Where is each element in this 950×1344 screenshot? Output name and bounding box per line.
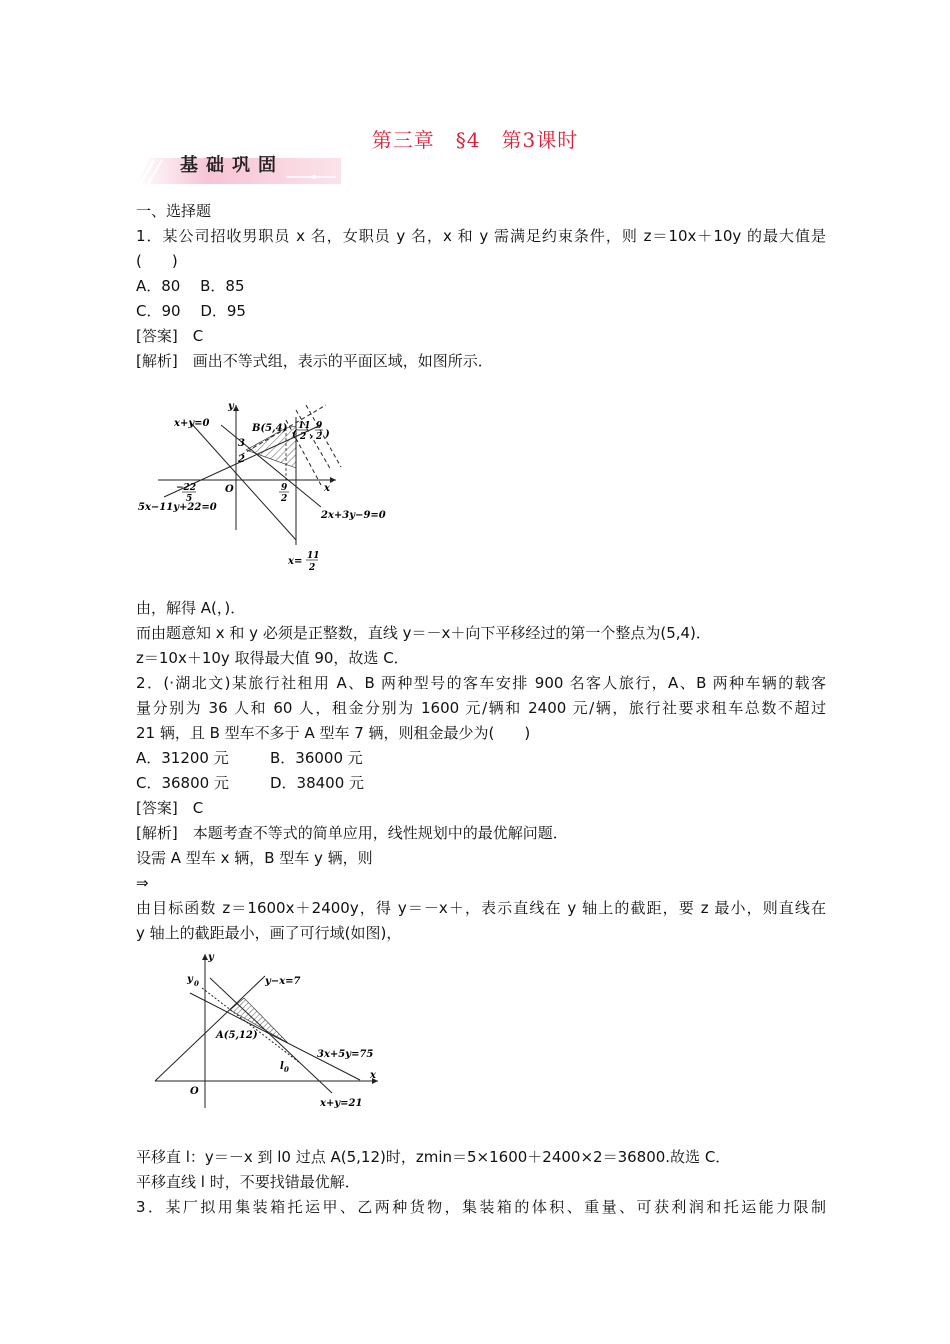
label-2: 2 [238,454,245,465]
q2-option-d: D．38400 元 [270,774,365,792]
label-11b: 11 [307,551,320,561]
label-origin-2: O [190,1086,199,1097]
q2-option-c: C．36800 元 [136,774,229,792]
label-point-a: A(5,12) [216,1030,258,1041]
q1-solution-line3: z＝10x＋10y 取得最大值 90，故选 C． [136,649,409,667]
label-frac-2b: 2 [316,432,323,442]
q2-stem-line3: 21 辆，且 B 型车不多于 A 型车 7 辆，则租金最少为( ) [136,724,531,742]
q3-stem-line1: 3．某厂拟用集装箱托运甲、乙两种货物，集装箱的体积、重量、可获利润和托运能力限制 [136,1198,826,1216]
q1-solution-line2: 而由题意知 x 和 y 必须是正整数，直线 y＝－x＋向下平移经过的第一个整点为(5,4)． [136,624,711,642]
q2-answer: [答案] C [136,799,204,817]
label-frac-11: 11 [298,421,311,431]
label-y0-sub: 0 [194,979,199,988]
label-x-axis-2: x [370,1070,376,1081]
label-2-den: 2 [281,494,288,504]
q2-analysis: [解析] 本题考查不等式的简单应用，线性规划中的最优解问题． [136,824,568,842]
q2-objective-line1: 由目标函数 z＝1600x＋2400y，得 y＝－x＋，表示直线在 y 轴上的截距，要 z 最小，则直线在 [136,899,826,917]
label-yx7: y−x=7 [265,976,301,987]
q2-feasible-region-figure [150,948,390,1113]
q2-option-a: A．31200 元 [136,749,229,767]
q2-option-b: B．36000 元 [270,749,363,767]
q2-stem-line2: 量分别为 36 人和 60 人，租金分别为 1600 元/辆和 2400 元/辆，旅行社要求租车总数不超过 [136,699,826,717]
label-l0: l [280,1061,284,1072]
label-point-b: B(5,4) [252,423,288,434]
label-line-5x: 5x−11y+22=0 [138,502,217,513]
section-heading: 一、选择题 [136,202,212,220]
q2-solution-line1: 平移直 l：y＝－x 到 l0 过点 A(5,12)时，zmin＝5×1600＋2400×2＝36800.故选 C． [136,1148,731,1166]
label-xeq: x= [288,556,303,567]
q2-setup: 设需 A 型车 x 辆，B 型车 y 辆，则 [136,849,373,867]
label-paren-open: ( [292,429,297,440]
label-y0: y [187,974,193,985]
label-2e: 2 [309,563,316,573]
q1-solution-line1: 由，解得 A(，)． [136,599,246,617]
page-title: 第三章 §4 第3课时 [371,128,579,152]
q1-feasible-region-figure [136,395,396,580]
label-x-axis: x [324,483,330,494]
q1-stem-line2: ( ) [136,252,178,270]
label-xy0: x+y=0 [174,418,210,429]
q1-options-line2: C．90 D．95 [136,302,246,320]
label-5: 5 [186,494,193,504]
q2-stem-line1: 2．(·湖北文)某旅行社租用 A、B 两种型号的客车安排 900 名客人旅行，A、B 两种车辆的载客 [136,674,826,692]
label-y-axis-2: y [208,952,214,963]
label-9: 9 [281,483,288,493]
q1-answer: [答案] C [136,327,204,345]
q1-stem-line1: 1．某公司招收男职员 x 名，女职员 y 名，x 和 y 需满足约束条件，则 z＝10x＋10y 的最大值是 [136,227,826,245]
q2-arrow: ⇒ [136,874,149,892]
label-origin: O [225,484,234,495]
q1-analysis: [解析] 画出不等式组，表示的平面区域，如图所示． [136,352,493,370]
label-line-2x: 2x+3y−9=0 [321,510,386,521]
q2-solution-line2: 平移直线 l 时，不要找错最优解． [136,1173,360,1191]
label-3x5y: 3x+5y=75 [317,1049,374,1060]
label-xy21: x+y=21 [320,1098,363,1109]
label-neg22: −22 [176,483,197,493]
label-comma: , [310,429,314,440]
label-frac-2a: 2 [300,432,307,442]
q1-options-line1: A．80 B．85 [136,277,245,295]
q2-objective-line2: y 轴上的截距最小，画了可行域(如图)， [136,924,402,942]
label-y-axis: y [228,401,234,412]
label-frac-9: 9 [316,421,323,431]
label-3: 3 [238,438,245,449]
label-l0-sub: 0 [284,1065,289,1074]
label-paren-close: ) [325,429,330,440]
banner-label: 基础巩固 [180,155,284,176]
